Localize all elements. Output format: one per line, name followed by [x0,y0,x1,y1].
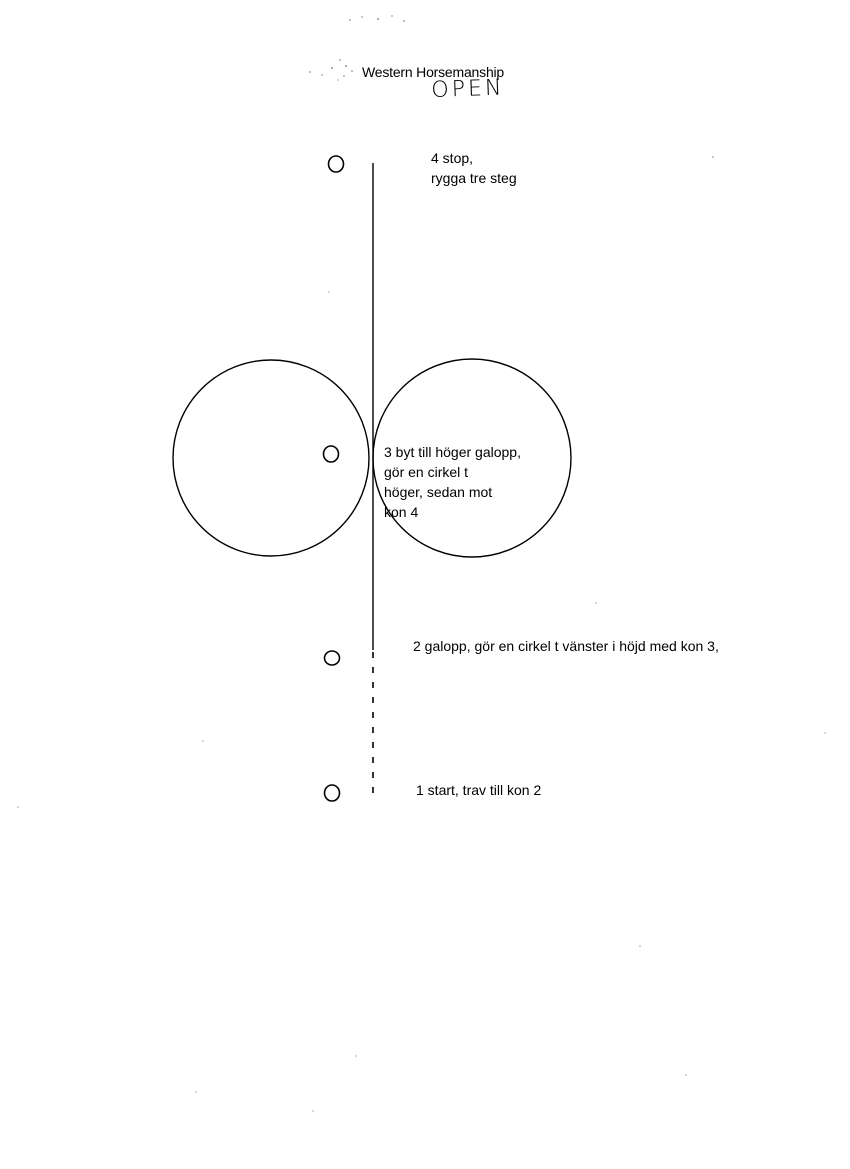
cone-3-instruction [384,442,521,522]
left-circle [173,360,369,556]
cone-4-instruction [431,148,517,188]
cone-4-marker [329,156,344,172]
cone-1-instruction [416,780,541,800]
cone-2-instruction [413,636,719,656]
cone-3-line-1: 3 byt till höger galopp, [384,444,521,460]
cone-3-line-2: gör en cirkel t [384,464,469,480]
cone-2-marker [325,651,340,665]
cone-4-line-1: 4 stop, [431,150,474,166]
cone-3-line-4: kon 4 [384,504,419,520]
page-title: Western Horsemanship [362,64,505,80]
cone-1-marker [325,785,340,801]
cone-1-line-1: 1 start, trav till kon 2 [416,782,542,798]
class-label-handwritten: OPEN [431,75,505,103]
cone-4-line-2: rygga tre steg [431,170,517,186]
cone-2-line-1: 2 galopp, gör en cirkel t vänster i höjd med kon 3, [413,638,719,654]
scan-specks [17,15,825,1111]
cone-3-line-3: höger, sedan mot [384,484,493,500]
cone-3-marker [324,446,339,462]
